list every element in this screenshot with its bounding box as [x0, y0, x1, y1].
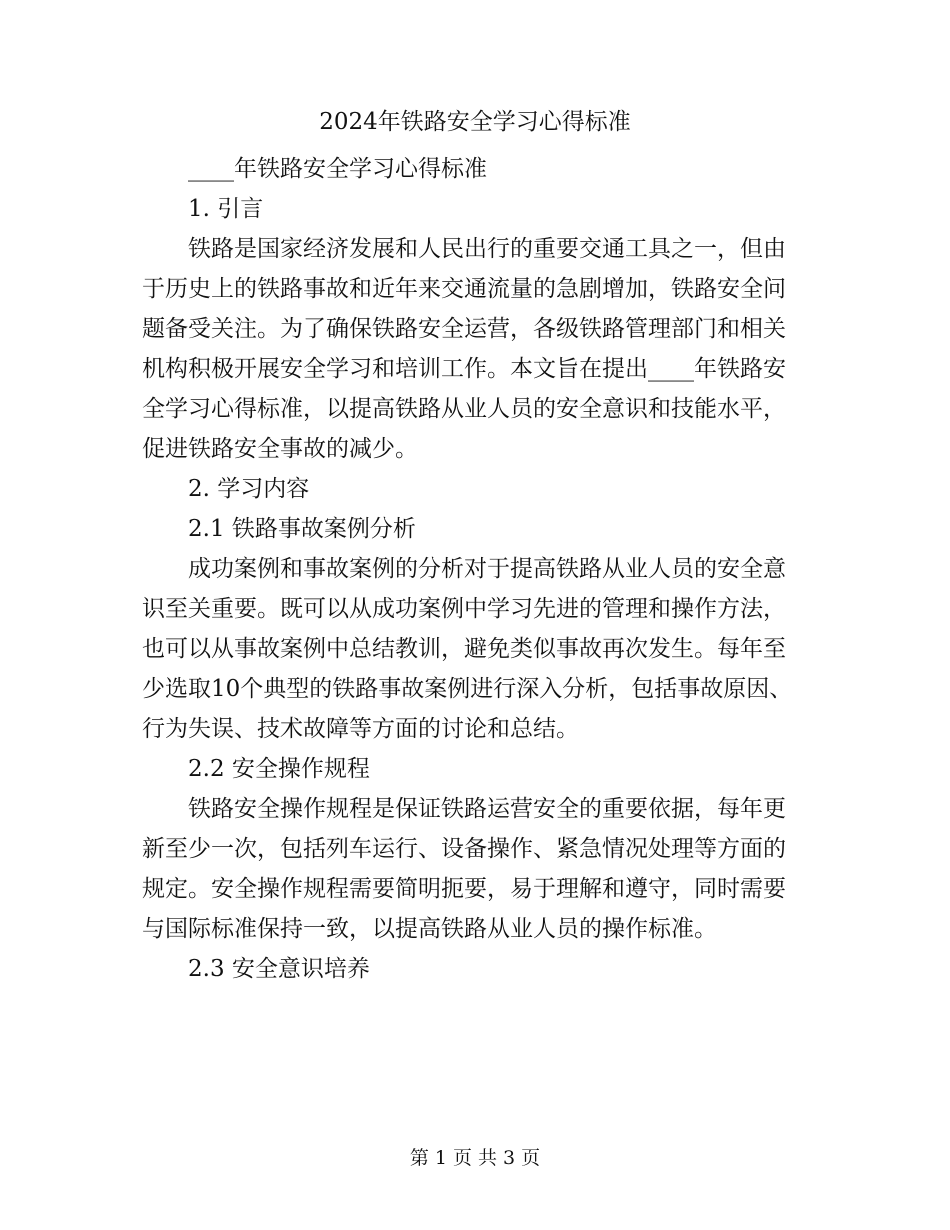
- paragraph-line: 题备受关注。为了确保铁路安全运营，各级铁路管理部门和相关: [142, 316, 786, 342]
- paragraph-line: 行为失误、技术故障等方面的讨论和总结。: [142, 716, 579, 742]
- paragraph-line: 也可以从事故案例中总结教训，避免类似事故再次发生。每年至: [142, 636, 786, 662]
- paragraph-line: 于历史上的铁路事故和近年来交通流量的急剧增加，铁路安全问: [142, 276, 786, 302]
- subsection-heading-2-3: 2.3 安全意识培养: [188, 956, 370, 982]
- paragraph-line: 规定。安全操作规程需要简明扼要，易于理解和遵守，同时需要: [142, 876, 786, 902]
- paragraph-line: 全学习心得标准，以提高铁路从业人员的安全意识和技能水平，: [142, 396, 786, 422]
- subtitle-line: ____年铁路安全学习心得标准: [188, 156, 487, 182]
- paragraph-line: 与国际标准保持一致，以提高铁路从业人员的操作标准。: [142, 916, 717, 942]
- document-title: 2024年铁路安全学习心得标准: [319, 109, 631, 135]
- section-heading-2: 2. 学习内容: [188, 476, 310, 502]
- page-footer: 第 1 页 共 3 页: [409, 1147, 541, 1169]
- subsection-heading-2-1: 2.1 铁路事故案例分析: [188, 516, 416, 542]
- paragraph-line: 铁路安全操作规程是保证铁路运营安全的重要依据，每年更: [188, 796, 786, 822]
- paragraph-line: 成功案例和事故案例的分析对于提高铁路从业人员的安全意: [188, 556, 786, 582]
- subsection-heading-2-2: 2.2 安全操作规程: [188, 756, 370, 782]
- paragraph-line: 新至少一次，包括列车运行、设备操作、紧急情况处理等方面的: [142, 836, 786, 862]
- paragraph-line: 促进铁路安全事故的减少。: [142, 436, 418, 462]
- paragraph-line: 少选取10个典型的铁路事故案例进行深入分析，包括事故原因、: [142, 676, 793, 702]
- paragraph-line: 机构积极开展安全学习和培训工作。本文旨在提出____年铁路安: [142, 356, 786, 382]
- paragraph-line: 识至关重要。既可以从成功案例中学习先进的管理和操作方法，: [142, 596, 786, 622]
- paragraph-line: 铁路是国家经济发展和人民出行的重要交通工具之一，但由: [188, 236, 786, 262]
- section-heading-1: 1. 引言: [188, 196, 264, 222]
- document-body: [142, 149, 802, 989]
